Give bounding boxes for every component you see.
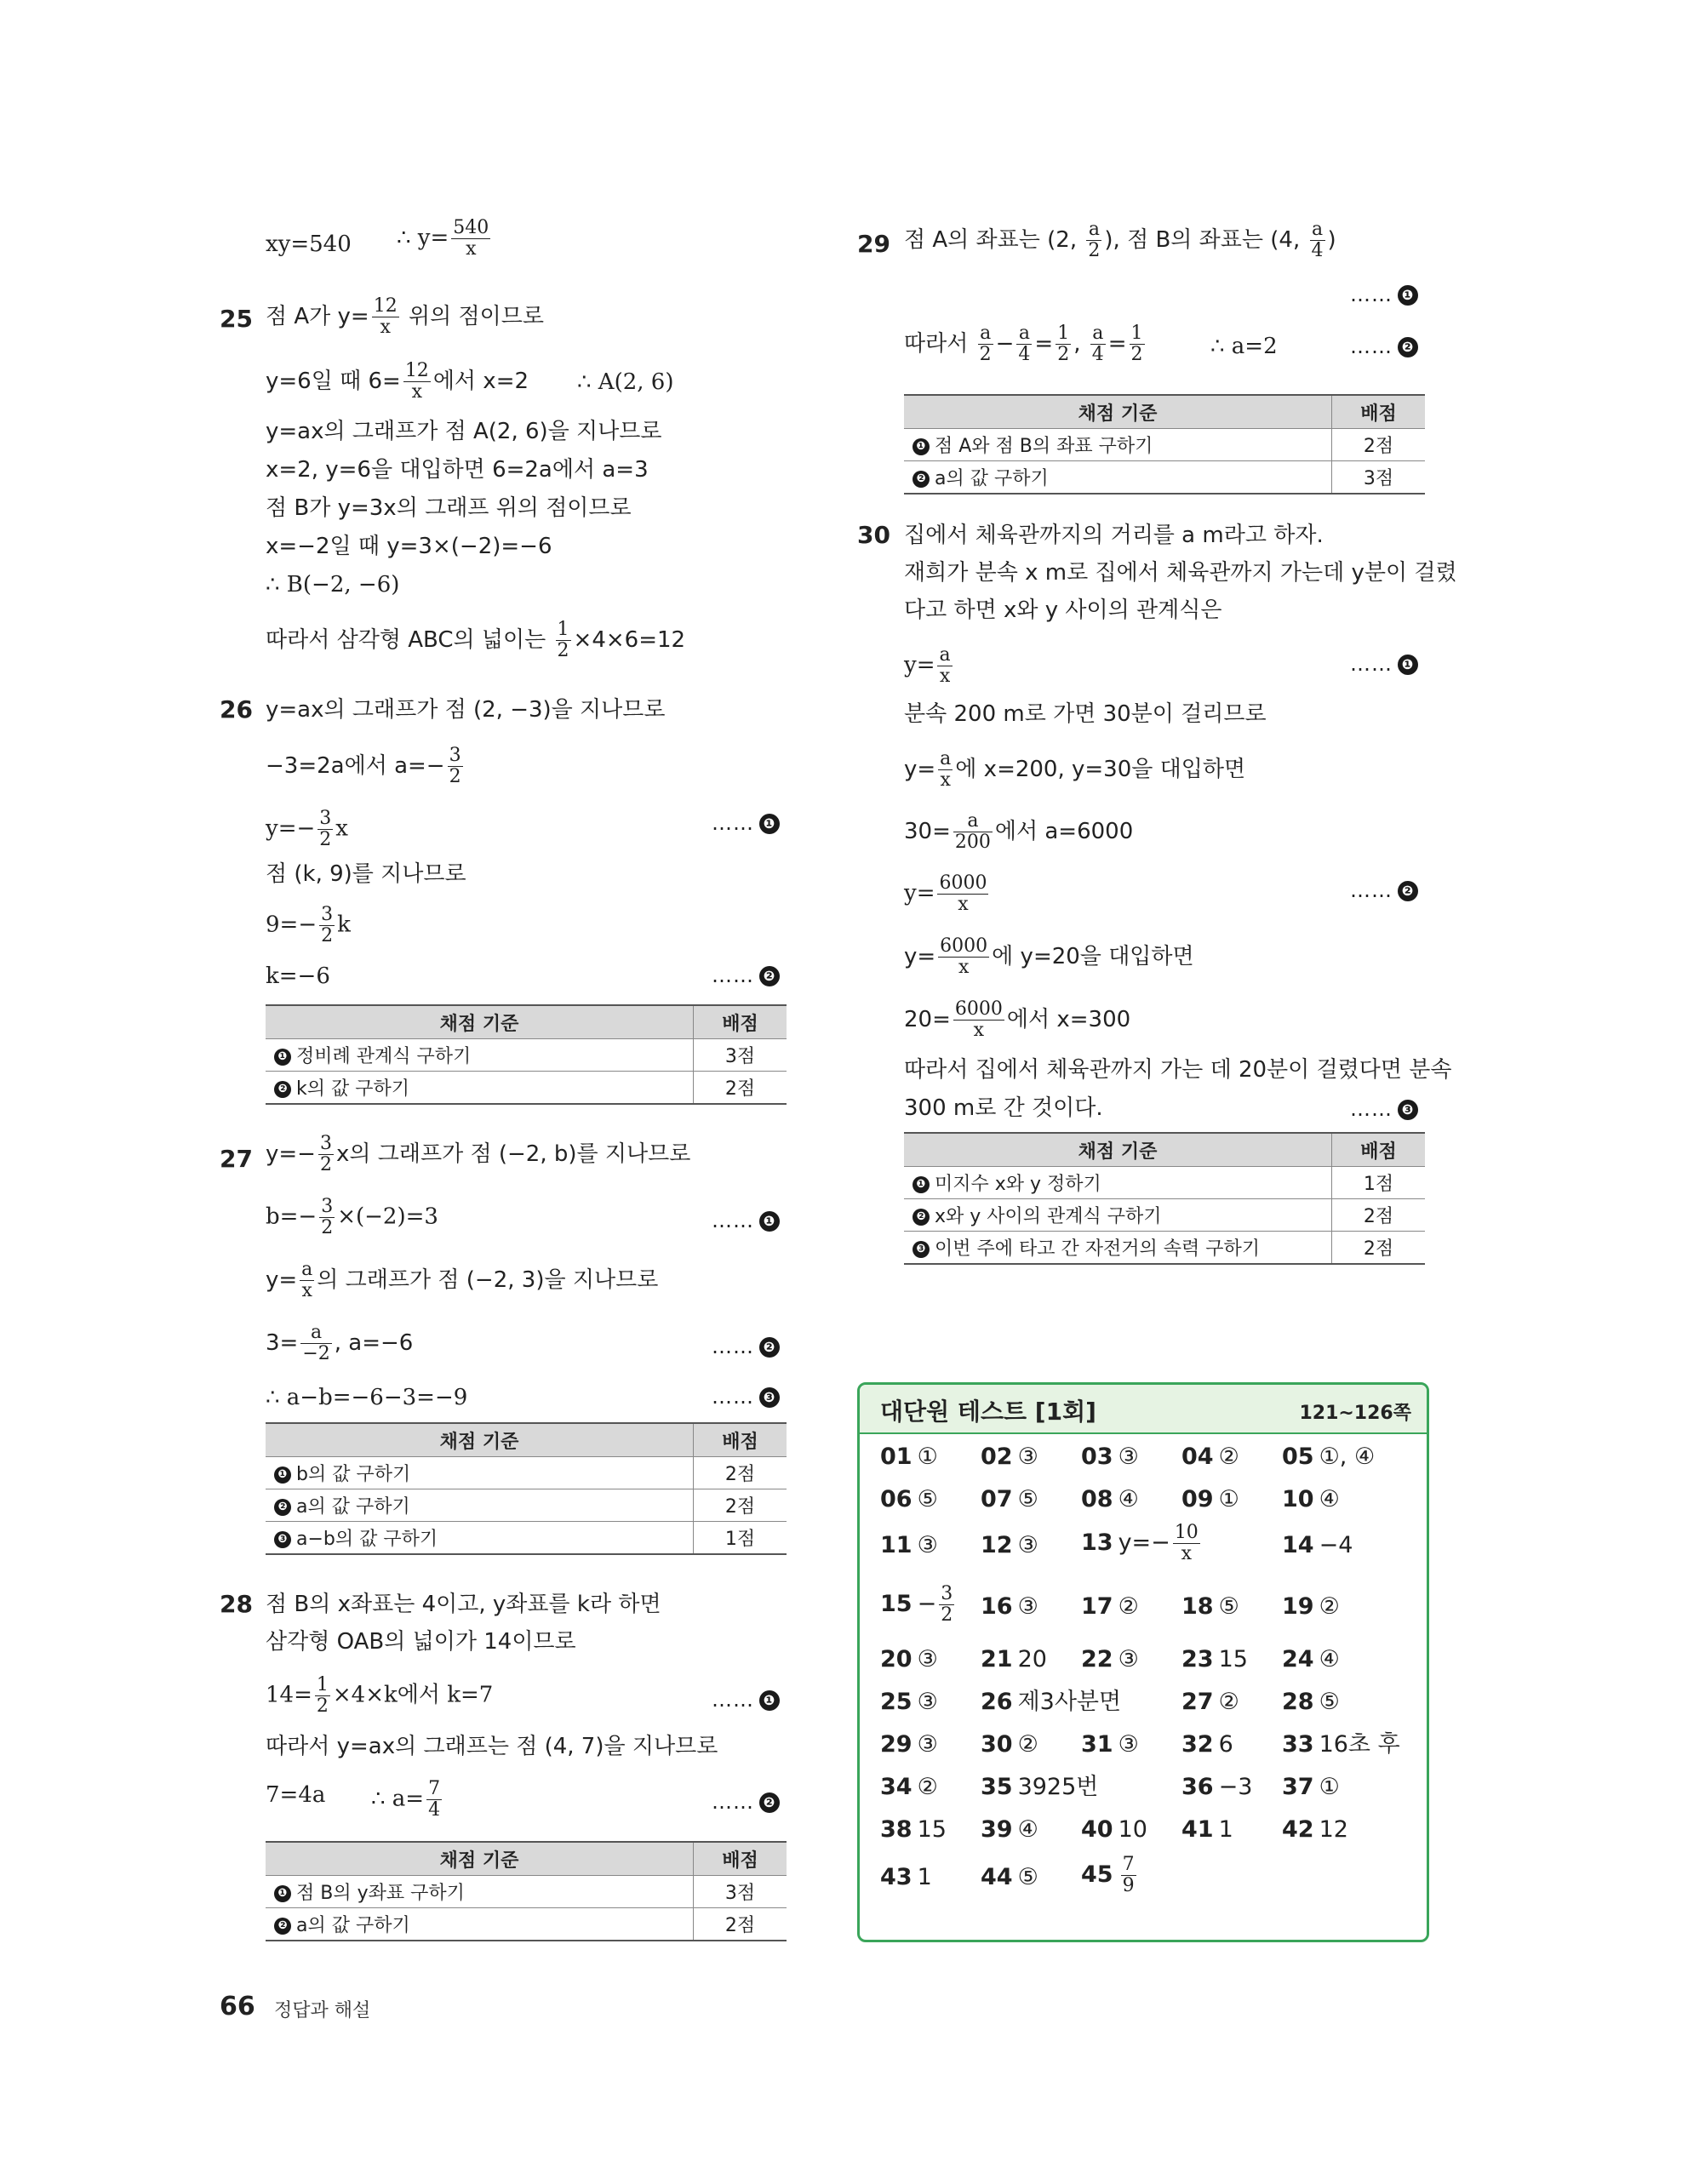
q25-line1: 점 A가 y= $\frac{12}{x}$ 위의 점이므로	[266, 295, 544, 338]
q26-line1: y=ax의 그래프가 점 (2, −3)을 지나므로	[266, 697, 666, 723]
unit-test-answer-box	[857, 1382, 1429, 1942]
q30-line4: y= $\frac{a}{x}$	[904, 644, 951, 687]
answer-item: 01 ①	[880, 1444, 938, 1470]
q26-line4: 점 (k, 9)를 지나므로	[266, 861, 466, 887]
unit-test-pages: 121~126쪽	[1299, 1403, 1411, 1424]
q30-line2: 재희가 분속 x m로 집에서 체육관까지 가는데 y분이 걸렸	[904, 560, 1457, 586]
answer-item: 25 ③	[880, 1689, 938, 1715]
q30-line9: y= $\frac{6000}{x}$ 에 y=20을 대입하면	[904, 935, 1194, 978]
answer-item: 35 3925번	[981, 1774, 1099, 1800]
q29-step2: …… ❷	[1350, 334, 1418, 358]
q28-line5b: ∴ a= $\frac{7}{4}$	[371, 1778, 441, 1821]
q28-step2: …… ❷	[712, 1790, 780, 1814]
answer-item: 39 ④	[981, 1816, 1038, 1843]
answer-item: 11 ③	[880, 1532, 938, 1558]
q28-line2: 삼각형 OAB의 넓이가 14이므로	[266, 1629, 576, 1655]
q26-step1: …… ❶	[712, 811, 780, 835]
q30-line3: 다고 하면 x와 y 사이의 관계식은	[904, 597, 1222, 623]
answer-item: 18 ⑤	[1181, 1593, 1239, 1620]
q27-step3: …… ❸	[712, 1385, 780, 1409]
q30-line6: y= $\frac{a}{x}$ 에 x=200, y=30을 대입하면	[904, 748, 1246, 791]
table-row: ❶ b의 값 구하기 2점	[266, 1457, 787, 1489]
table-row: ❷ k의 값 구하기 2점	[266, 1072, 787, 1105]
answer-item: 23 15	[1181, 1646, 1248, 1672]
q24-eq1: xy=540	[266, 232, 352, 257]
q27-line2: b=− $\frac{3}{2}$ ×(−2)=3	[266, 1196, 438, 1238]
q27-line4: 3= $\frac{a}{-2}$ , a=−6	[266, 1322, 414, 1364]
answer-item: 13 y=− $\frac{10}{x}$	[1081, 1522, 1199, 1564]
answer-item: 22 ③	[1081, 1646, 1139, 1672]
answer-item: 15 − $\frac{3}{2}$	[880, 1583, 953, 1626]
q27-score-table: 채점 기준 배점 ❶ b의 값 구하기 2점 ❷ a의 값 구하기 2점 ❸ a−b의 값 구하기 1점	[266, 1422, 787, 1555]
q25-line6: x=−2일 때 y=3×(−2)=−6	[266, 534, 552, 559]
q26-score-table: 채점 기준 배점 ❶ 정비례 관계식 구하기 3점 ❷ k의 값 구하기 2점	[266, 1004, 787, 1105]
q25-point-a: ∴ A(2, 6)	[577, 369, 674, 395]
table-row: ❷ a의 값 구하기 3점	[904, 461, 1425, 495]
q29-result: ∴ a=2	[1210, 334, 1278, 359]
answer-item: 45 $\frac{7}{9}$	[1081, 1854, 1135, 1896]
table-row: ❸ a−b의 값 구하기 1점	[266, 1522, 787, 1555]
answer-item: 20 ③	[880, 1646, 938, 1672]
q25-line7: ∴ B(−2, −6)	[266, 572, 400, 597]
q28-line1: 점 B의 x좌표는 4이고, y좌표를 k라 하면	[266, 1592, 661, 1617]
answer-item: 17 ②	[1081, 1593, 1139, 1620]
q29-step1: …… ❶	[1350, 283, 1418, 306]
answer-item: 21 20	[981, 1646, 1047, 1672]
answer-item: 03 ③	[1081, 1444, 1139, 1470]
q29-line2: 따라서 $\frac{a}{2}$ − $\frac{a}{4}$ = $\frac{1}{2}$ , $\frac{a}{4}$ = $\frac{1}{2}$	[904, 323, 1143, 365]
q25-line5: 점 B가 y=3x의 그래프 위의 점이므로	[266, 495, 632, 521]
answer-item: 36 −3	[1181, 1774, 1253, 1800]
answer-item: 37 ①	[1282, 1774, 1340, 1800]
answer-item: 42 12	[1282, 1816, 1348, 1843]
answer-item: 08 ④	[1081, 1486, 1139, 1512]
q28-score-table: 채점 기준 배점 ❶ 점 B의 y좌표 구하기 3점 ❷ a의 값 구하기 2점	[266, 1841, 787, 1941]
answer-item: 16 ③	[981, 1593, 1038, 1620]
q27-line1: y=− $\frac{3}{2}$ x의 그래프가 점 (−2, b)를 지나므로	[266, 1133, 691, 1175]
page-number: 66	[220, 1992, 255, 2021]
q30-score-table: 채점 기준 배점 ❶ 미지수 x와 y 정하기 1점 ❷ x와 y 사이의 관계식 구하기 2점 ❸ 이번 주에 타고 간 자전거의 속력 구하기 2점	[904, 1132, 1425, 1265]
answer-item: 27 ②	[1181, 1689, 1239, 1715]
q28-line3: 14= $\frac{1}{2}$ ×4×k에서 k=7	[266, 1674, 494, 1717]
q30-line1: 집에서 체육관까지의 거리를 a m라고 하자.	[904, 523, 1324, 548]
q30-line10: 20= $\frac{6000}{x}$ 에서 x=300	[904, 998, 1131, 1041]
q25-line2: y=6일 때 6= $\frac{12}{x}$ 에서 x=2	[266, 360, 529, 403]
q29-number: 29	[857, 230, 890, 258]
q30-line8: y= $\frac{6000}{x}$	[904, 872, 987, 915]
answer-item: 02 ③	[981, 1444, 1038, 1470]
answer-item: 44 ⑤	[981, 1864, 1038, 1890]
answer-item: 38 15	[880, 1816, 947, 1843]
q30-step2: …… ❷	[1350, 878, 1418, 902]
q30-step1: …… ❶	[1350, 652, 1418, 676]
q25-line3: y=ax의 그래프가 점 A(2, 6)을 지나므로	[266, 419, 662, 444]
q28-step1: …… ❶	[712, 1688, 780, 1712]
unit-test-title: 대단원 테스트 [1회]	[880, 1398, 1096, 1426]
table-row: ❶ 점 B의 y좌표 구하기 3점	[266, 1876, 787, 1908]
q26-line2: −3=2a에서 a=− $\frac{3}{2}$	[266, 745, 461, 787]
table-row: ❶ 미지수 x와 y 정하기 1점	[904, 1167, 1425, 1199]
answer-item: 06 ⑤	[880, 1486, 938, 1512]
table-row: ❷ x와 y 사이의 관계식 구하기 2점	[904, 1199, 1425, 1232]
q30-line12: 300 m로 간 것이다.	[904, 1095, 1103, 1121]
answer-item: 14 −4	[1282, 1532, 1353, 1558]
q28-number: 28	[220, 1590, 253, 1618]
q30-line11: 따라서 집에서 체육관까지 가는 데 20분이 걸렸다면 분속	[904, 1057, 1452, 1083]
answer-item: 05 ①, ④	[1282, 1444, 1376, 1470]
answer-item: 31 ③	[1081, 1731, 1139, 1758]
answer-item: 10 ④	[1282, 1486, 1340, 1512]
q27-line5: ∴ a−b=−6−3=−9	[266, 1385, 468, 1410]
table-row: ❶ 정비례 관계식 구하기 3점	[266, 1039, 787, 1072]
q29-line1: 점 A의 좌표는 (2, $\frac{a}{2}$ ), 점 B의 좌표는 (4, $\frac{a}{4}$ )	[904, 219, 1336, 261]
footer-section: 정답과 해설	[274, 2000, 371, 2021]
q26-step2: …… ❷	[712, 963, 780, 987]
answer-item: 30 ②	[981, 1731, 1038, 1758]
q25-line4: x=2, y=6을 대입하면 6=2a에서 a=3	[266, 457, 649, 483]
answer-item: 28 ⑤	[1282, 1689, 1340, 1715]
answer-item: 09 ①	[1181, 1486, 1239, 1512]
q28-line4: 따라서 y=ax의 그래프는 점 (4, 7)을 지나므로	[266, 1734, 718, 1759]
q27-step1: …… ❶	[712, 1209, 780, 1232]
q28-line5a: 7=4a	[266, 1782, 326, 1808]
answer-item: 41 1	[1181, 1816, 1233, 1843]
q30-step3: …… ❸	[1350, 1097, 1418, 1121]
q25-number: 25	[220, 305, 253, 333]
q27-step2: …… ❷	[712, 1335, 780, 1358]
answer-item: 43 1	[880, 1864, 932, 1890]
answer-item: 24 ④	[1282, 1646, 1340, 1672]
q26-line3: y=− $\frac{3}{2}$ x	[266, 808, 348, 850]
q24-eq2: ∴ y= $\frac{540}{x}$	[397, 217, 489, 260]
q30-line7: 30= $\frac{a}{200}$ 에서 a=6000	[904, 810, 1134, 853]
q25-line8: 따라서 삼각형 ABC의 넓이는 $\frac{1}{2}$ ×4×6=12	[266, 619, 686, 661]
q29-score-table: 채점 기준 배점 ❶ 점 A와 점 B의 좌표 구하기 2점 ❷ a의 값 구하기 3점	[904, 394, 1425, 495]
table-row: ❷ a의 값 구하기 2점	[266, 1908, 787, 1941]
q26-line5: 9=− $\frac{3}{2}$ k	[266, 904, 351, 946]
table-row: ❷ a의 값 구하기 2점	[266, 1489, 787, 1522]
table-row: ❶ 점 A와 점 B의 좌표 구하기 2점	[904, 429, 1425, 461]
answer-item: 32 6	[1181, 1731, 1233, 1758]
q26-line6: k=−6	[266, 963, 330, 989]
unit-test-header	[860, 1385, 1427, 1434]
answer-item: 12 ③	[981, 1532, 1038, 1558]
q27-number: 27	[220, 1145, 253, 1173]
q26-number: 26	[220, 695, 253, 723]
answer-item: 19 ②	[1282, 1593, 1340, 1620]
answer-item: 04 ②	[1181, 1444, 1239, 1470]
answer-item: 29 ③	[880, 1731, 938, 1758]
answer-item: 33 16초 후	[1282, 1731, 1400, 1758]
answer-item: 34 ②	[880, 1774, 938, 1800]
q30-line5: 분속 200 m로 가면 30분이 걸리므로	[904, 701, 1267, 727]
q27-line3: y= $\frac{a}{x}$ 의 그래프가 점 (−2, 3)을 지나므로	[266, 1259, 659, 1301]
answer-item: 07 ⑤	[981, 1486, 1038, 1512]
answer-item: 26 제3사분면	[981, 1689, 1122, 1715]
q30-number: 30	[857, 521, 890, 549]
answer-item: 40 10	[1081, 1816, 1147, 1843]
table-row: ❸ 이번 주에 타고 간 자전거의 속력 구하기 2점	[904, 1232, 1425, 1265]
